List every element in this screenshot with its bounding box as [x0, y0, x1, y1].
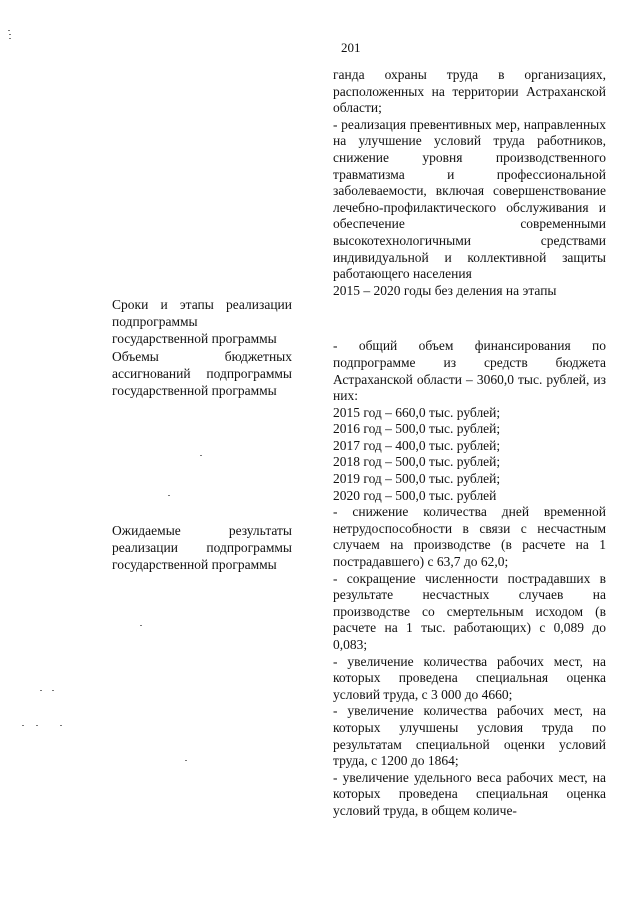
funding-year-2019: 2019 год – 500,0 тыс. рублей;	[333, 471, 501, 487]
result-item-5: - увеличение удельного веса рабочих мест, на которых проведена специальная оценка условий труда, в общем количе-	[333, 769, 606, 818]
result-item-2: - сокращение численности пострадавших в результате несчастных случаев на производстве со смертельным исходом (в расчете на 1 тыс. работающих) с 0,089 до 0,083;	[333, 570, 606, 652]
funding-intro: - общий объем финансирования по подпрограмме из средств бюджета Астраханской области – 3060,0 тыс. рублей, из них:	[333, 338, 606, 404]
label-terms: Сроки и этапы реализации подпрограммы государственной программы	[112, 297, 292, 346]
funding-year-2018: 2018 год – 500,0 тыс. рублей;	[333, 454, 501, 470]
funding-year-2016: 2016 год – 500,0 тыс. рублей;	[333, 421, 501, 437]
scan-speck	[60, 725, 62, 726]
funding-year-2015: 2015 год – 660,0 тыс. рублей;	[333, 404, 501, 420]
intro-paragraph-1: ганда охраны труда в организациях, расположенных на территории Астраханской области;	[333, 67, 606, 116]
terms-text: 2015 – 2020 годы без деления на этапы	[333, 282, 557, 298]
scan-speck	[200, 455, 202, 456]
intro-paragraph-2: - реализация превентивных мер, направленных на улучшение условий труда работников, снижение уровня производственного травматизма и профессиональной заболеваемости, включая совершенствование лечебно-профилактического обслуживания и обеспечение современными высокотехнологичными средствами индивидуальной и коллективной защиты работающего населения	[333, 116, 606, 282]
result-item-3: - увеличение количества рабочих мест, на которых проведена специальная оценка условий труда, с 3 000 до 4660;	[333, 653, 606, 702]
funding-year-2017: 2017 год – 400,0 тыс. рублей;	[333, 437, 501, 453]
scan-speck	[40, 690, 42, 691]
scan-speck	[36, 725, 38, 726]
funding-year-2020: 2020 год – 500,0 тыс. рублей	[333, 487, 497, 503]
result-item-4: - увеличение количества рабочих мест, на которых улучшены условия труда по результатам специальной оценки условий труда, с 1200 до 1864;	[333, 703, 606, 769]
label-funding: Объемы бюджетных ассигнований подпрограммы государственной программы	[112, 349, 292, 398]
scan-speck	[8, 30, 10, 31]
label-results: Ожидаемые результаты реализации подпрограммы государственной программы	[112, 523, 292, 572]
result-item-1: - снижение количества дней временной нетрудоспособности в связи с несчастным случаем на производстве (в расчете на 1 пострадавшего) с 63,7 до 62,0;	[333, 504, 606, 570]
scan-speck	[185, 760, 187, 761]
scan-speck	[140, 625, 142, 626]
page-number: 201	[341, 40, 361, 55]
scan-speck	[9, 34, 11, 35]
scan-speck	[9, 38, 11, 39]
scan-speck	[22, 725, 24, 726]
scan-speck	[168, 495, 170, 496]
right-column	[333, 67, 606, 820]
scan-speck	[52, 690, 54, 691]
